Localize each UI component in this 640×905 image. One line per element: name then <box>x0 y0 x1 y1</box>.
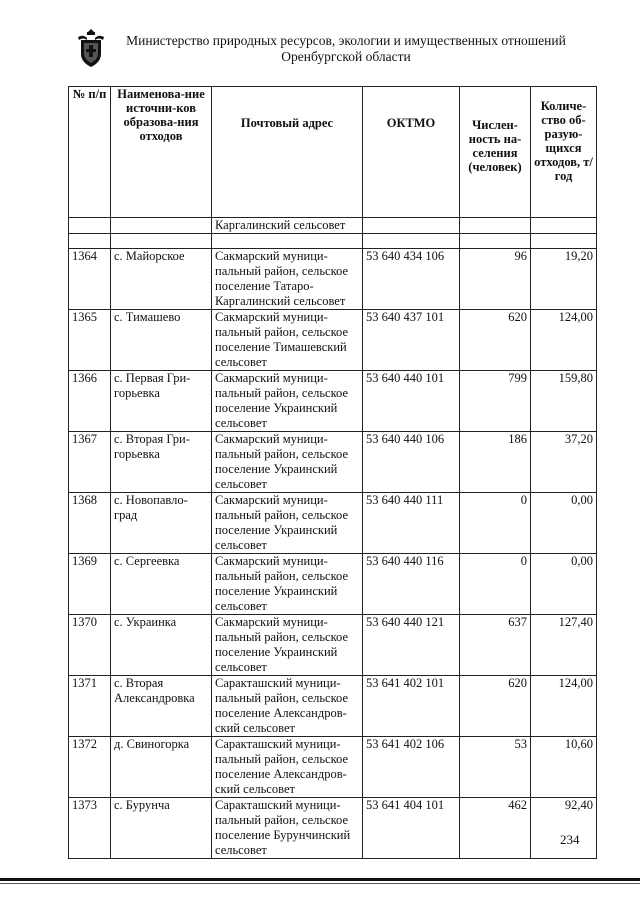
row-number: 1371 <box>69 676 111 737</box>
footer-rule-thin <box>0 883 640 884</box>
oktmo-code: 53 640 440 106 <box>363 432 460 493</box>
row-number: 1365 <box>69 310 111 371</box>
column-header-waste-amount: Количе-ство об-разую-щихся отходов, т/год <box>531 87 597 218</box>
table-row <box>69 615 597 676</box>
oktmo-code: 53 641 404 101 <box>363 798 460 859</box>
postal-address: Сакмарский муници-пальный район, сельское поселение Украинский сельсовет <box>212 371 363 432</box>
source-name: с. Майорское <box>111 249 212 310</box>
waste-amount: 127,40 <box>531 615 597 676</box>
continuation-row <box>69 218 597 234</box>
source-name: с. Бурунча <box>111 798 212 859</box>
table-row <box>69 676 597 737</box>
source-name: с. Тимашево <box>111 310 212 371</box>
waste-amount: 159,80 <box>531 371 597 432</box>
postal-address: Саракташский муници-пальный район, сельское поселение Бурунчинский сельсовет <box>212 798 363 859</box>
source-name: с. Новопавло-град <box>111 493 212 554</box>
source-name: с. Сергеевка <box>111 554 212 615</box>
source-name: д. Свиногорка <box>111 737 212 798</box>
table-row <box>69 554 597 615</box>
waste-amount: 0,00 <box>531 554 597 615</box>
table-row <box>69 493 597 554</box>
row-number: 1372 <box>69 737 111 798</box>
column-header-number: № п/п <box>69 87 111 218</box>
population: 0 <box>460 493 531 554</box>
spacer-row <box>69 234 597 249</box>
population: 53 <box>460 737 531 798</box>
row-number: 1369 <box>69 554 111 615</box>
row-number: 1364 <box>69 249 111 310</box>
oktmo-code: 53 640 440 116 <box>363 554 460 615</box>
waste-amount: 124,00 <box>531 310 597 371</box>
postal-address: Сакмарский муници-пальный район, сельское поселение Украинский сельсовет <box>212 432 363 493</box>
oktmo-code: 53 641 402 101 <box>363 676 460 737</box>
continuation-address: Каргалинский сельсовет <box>212 218 363 234</box>
population: 620 <box>460 310 531 371</box>
table-row <box>69 371 597 432</box>
coat-of-arms-icon <box>76 28 106 68</box>
row-number: 1368 <box>69 493 111 554</box>
column-header-address: Почтовый адрес <box>212 87 363 218</box>
population: 620 <box>460 676 531 737</box>
population: 96 <box>460 249 531 310</box>
column-header-population: Числен-ность на-селения (человек) <box>460 87 531 218</box>
row-number: 1370 <box>69 615 111 676</box>
postal-address: Саракташский муници-пальный район, сельское поселение Александров-ский сельсовет <box>212 676 363 737</box>
row-number: 1366 <box>69 371 111 432</box>
source-name: с. Вторая Гри-горьевка <box>111 432 212 493</box>
source-name: с. Первая Гри-горьевка <box>111 371 212 432</box>
oktmo-code: 53 640 434 106 <box>363 249 460 310</box>
postal-address: Саракташский муници-пальный район, сельское поселение Александров-ский сельсовет <box>212 737 363 798</box>
table-row <box>69 798 597 859</box>
row-number: 1373 <box>69 798 111 859</box>
footer-rule-thick <box>0 878 640 881</box>
column-header-source-name: Наименова-ние источни-ков образова-ния отходов <box>111 87 212 218</box>
table-row <box>69 310 597 371</box>
table-row <box>69 432 597 493</box>
oktmo-code: 53 641 402 106 <box>363 737 460 798</box>
page-number: 234 <box>560 832 580 847</box>
waste-amount: 92,40 <box>531 798 597 859</box>
postal-address: Сакмарский муници-пальный район, сельское поселение Украинский сельсовет <box>212 554 363 615</box>
region-name: Оренбургской области <box>281 49 411 64</box>
source-name: с. Украинка <box>111 615 212 676</box>
waste-amount: 37,20 <box>531 432 597 493</box>
postal-address: Сакмарский муници-пальный район, сельское поселение Украинский сельсовет <box>212 493 363 554</box>
postal-address: Сакмарский муници-пальный район, сельское поселение Тимашевский сельсовет <box>212 310 363 371</box>
oktmo-code: 53 640 440 101 <box>363 371 460 432</box>
oktmo-code: 53 640 440 121 <box>363 615 460 676</box>
population: 462 <box>460 798 531 859</box>
population: 799 <box>460 371 531 432</box>
ministry-name: Министерство природных ресурсов, экологии и имущественных отношений <box>126 33 566 48</box>
population: 186 <box>460 432 531 493</box>
source-name: с. Вторая Александровка <box>111 676 212 737</box>
table-row <box>69 737 597 798</box>
waste-amount: 10,60 <box>531 737 597 798</box>
population: 0 <box>460 554 531 615</box>
oktmo-code: 53 640 437 101 <box>363 310 460 371</box>
waste-amount: 0,00 <box>531 493 597 554</box>
row-number: 1367 <box>69 432 111 493</box>
column-header-oktmo: ОКТМО <box>363 87 460 218</box>
population: 637 <box>460 615 531 676</box>
table-header-row <box>69 87 597 218</box>
waste-sources-table <box>68 86 597 859</box>
oktmo-code: 53 640 440 111 <box>363 493 460 554</box>
table-row <box>69 249 597 310</box>
document-header <box>108 33 584 65</box>
postal-address: Сакмарский муници-пальный район, сельское поселение Татаро-Каргалинский сельсовет <box>212 249 363 310</box>
waste-amount: 124,00 <box>531 676 597 737</box>
waste-amount: 19,20 <box>531 249 597 310</box>
postal-address: Сакмарский муници-пальный район, сельское поселение Украинский сельсовет <box>212 615 363 676</box>
